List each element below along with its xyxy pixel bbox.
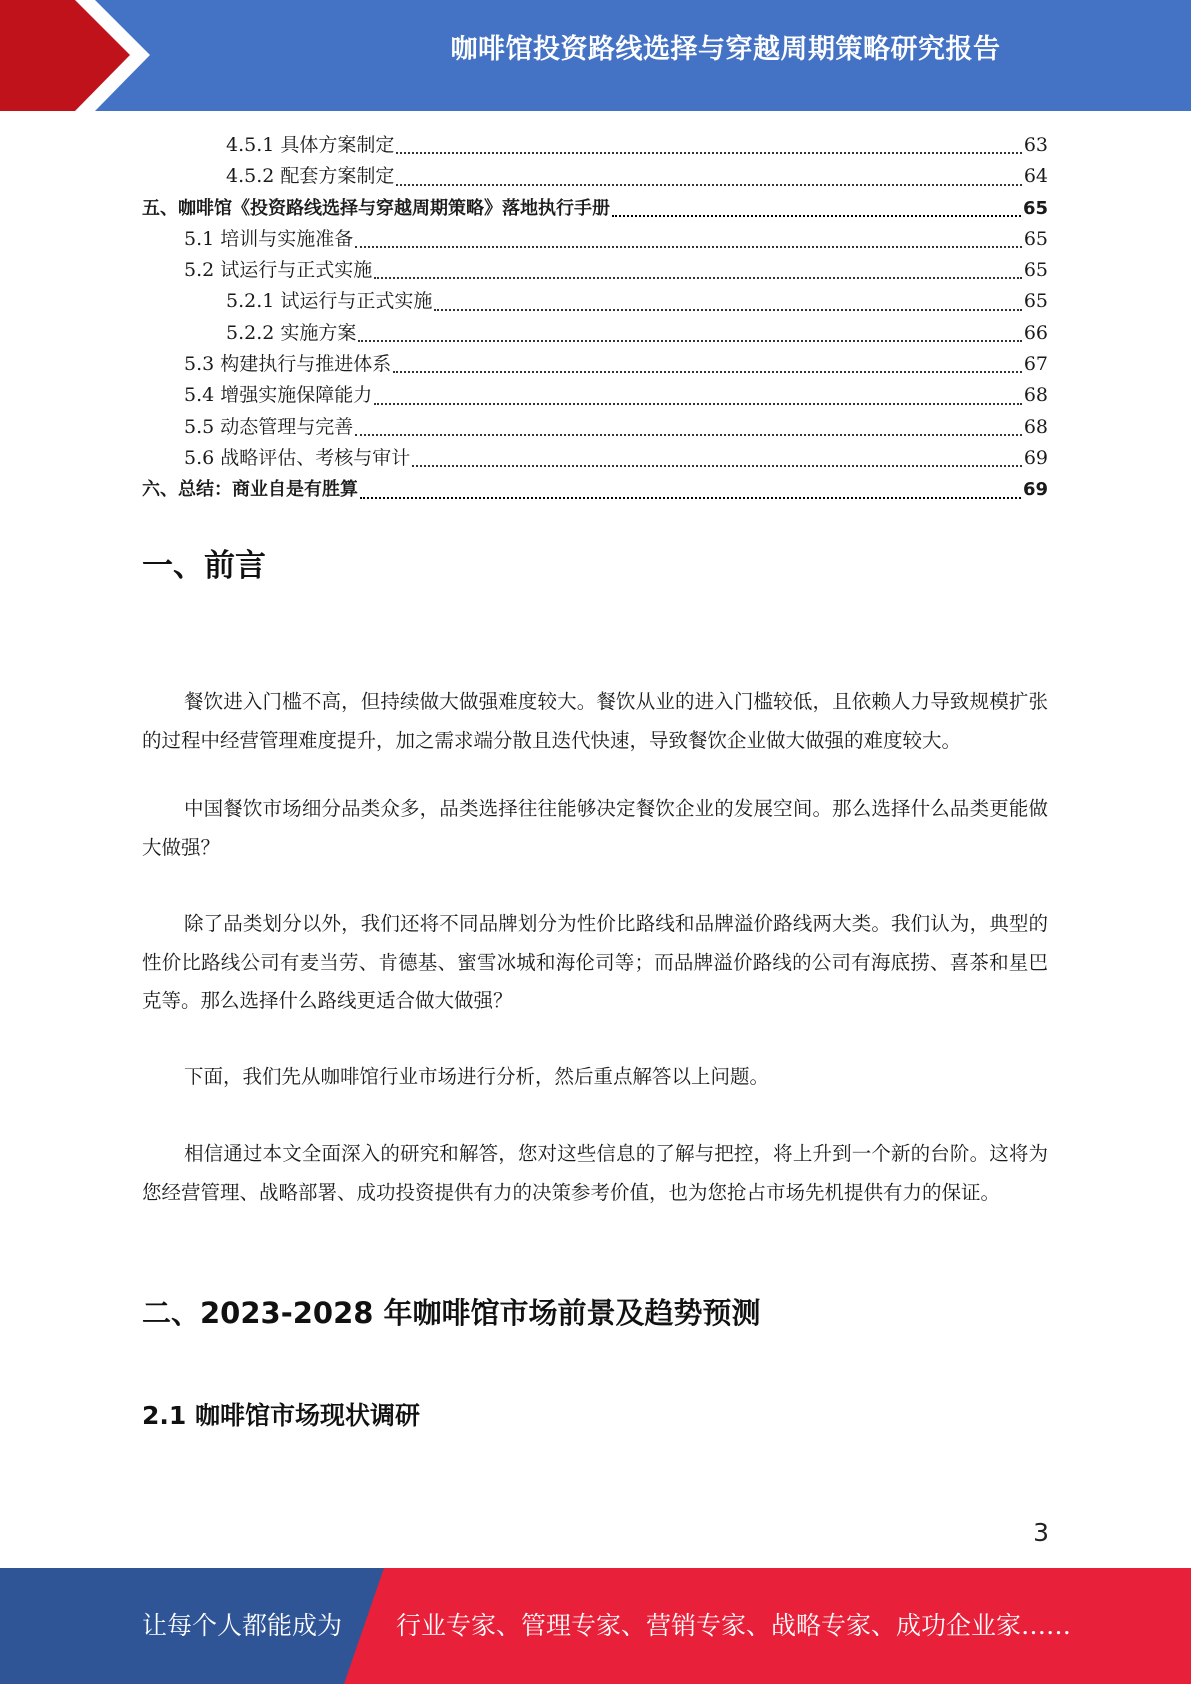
- toc-entry-page: 69: [1023, 446, 1048, 469]
- toc-dot-leader: [396, 152, 1021, 154]
- paragraph-3: 除了品类划分以外，我们还将不同品牌划分为性价比路线和品牌溢价路线两大类。我们认为，典型的性价比路线公司有麦当劳、肯德基、蜜雪冰城和海伦司等；而品牌溢价路线的公司有海底捞、喜茶和星巴克等。那么选择什么路线更适合做大做强？: [142, 912, 1048, 1012]
- page-number: 3: [1033, 1518, 1049, 1547]
- page-footer: [0, 1568, 1191, 1684]
- paragraph-1: 餐饮进入门槛不高，但持续做大做强难度较大。餐饮从业的进入门槛较低，且依赖人力导致规模扩张的过程中经营管理难度提升，加之需求端分散且迭代快速，导致餐饮企业做大做强的难度较大。: [142, 690, 1048, 752]
- toc-entry-page: 63: [1023, 134, 1048, 156]
- toc-entry[interactable]: [142, 161, 1048, 192]
- toc-dot-leader: [374, 277, 1022, 279]
- toc-entry-title: 5.3 构建执行与推进体系: [184, 353, 392, 376]
- toc-entry-page: 64: [1023, 165, 1048, 188]
- preface-heading: 一、前言: [142, 548, 266, 584]
- toc-entry-title: 5.2 试运行与正式实施: [184, 259, 373, 282]
- toc-entry-page: 65: [1023, 259, 1048, 282]
- toc-entry-title: 5.1 培训与实施准备: [184, 227, 354, 250]
- toc-entry-title: 5.5 动态管理与完善: [184, 415, 354, 438]
- toc-dot-leader: [434, 309, 1021, 311]
- toc-entry[interactable]: [142, 193, 1048, 224]
- toc-entry-title: 5.4 增强实施保障能力: [184, 384, 373, 407]
- toc-entry-title: 5.6 战略评估、考核与审计: [184, 446, 411, 469]
- toc-entry[interactable]: [142, 474, 1048, 505]
- toc-dot-leader: [355, 246, 1022, 248]
- toc-dot-leader: [374, 403, 1022, 405]
- paragraph-4: 下面，我们先从咖啡馆行业市场进行分析，然后重点解答以上问题。: [184, 1065, 770, 1088]
- paragraph-5: 相信通过本文全面深入的研究和解答，您对这些信息的了解与把控，将上升到一个新的台阶。这将为您经营管理、战略部署、成功投资提供有力的决策参考价值，也为您抢占市场先机提供有力的保证。: [142, 1142, 1048, 1204]
- table-of-contents: [142, 130, 1048, 506]
- market-status-heading: 2.1 咖啡馆市场现状调研: [142, 1401, 420, 1430]
- toc-entry-page: 65: [1022, 197, 1048, 219]
- header-title: 咖啡馆投资路线选择与穿越周期策略研究报告: [450, 34, 1001, 65]
- footer-slogan-left: 让每个人都能成为: [142, 1611, 343, 1640]
- toc-entry[interactable]: [142, 349, 1048, 380]
- toc-entry-page: 69: [1022, 479, 1048, 501]
- toc-entry[interactable]: [142, 412, 1048, 443]
- toc-dot-leader: [612, 215, 1021, 217]
- toc-entry-title: 4.5.1 具体方案制定: [226, 134, 395, 156]
- toc-entry-title: 5.2.1 试运行与正式实施: [226, 290, 433, 313]
- toc-dot-leader: [360, 497, 1021, 499]
- forecast-heading: 二、2023-2028 年咖啡馆市场前景及趋势预测: [142, 1296, 761, 1330]
- toc-entry[interactable]: [142, 443, 1048, 474]
- toc-entry-page: 66: [1023, 321, 1048, 344]
- toc-dot-leader: [393, 371, 1022, 373]
- toc-entry-page: 68: [1023, 415, 1048, 438]
- toc-entry-page: 68: [1023, 384, 1048, 407]
- toc-dot-leader: [358, 340, 1021, 342]
- page-header: [0, 0, 1191, 111]
- toc-dot-leader: [355, 434, 1022, 436]
- toc-entry[interactable]: [142, 255, 1048, 286]
- toc-dot-leader: [396, 184, 1021, 186]
- footer-slogan-right: 行业专家、管理专家、营销专家、战略专家、成功企业家……: [396, 1611, 1072, 1640]
- toc-entry[interactable]: [142, 318, 1048, 349]
- toc-entry-title: 六、总结：商业自是有胜算: [142, 479, 358, 501]
- paragraph-2: 中国餐饮市场细分品类众多，品类选择往往能够决定餐饮企业的发展空间。那么选择什么品类更能做大做强？: [142, 797, 1048, 859]
- toc-entry-title: 4.5.2 配套方案制定: [226, 165, 395, 188]
- toc-entry[interactable]: [142, 286, 1048, 317]
- toc-entry[interactable]: [142, 380, 1048, 411]
- toc-entry-title: 5.2.2 实施方案: [226, 321, 357, 344]
- toc-entry[interactable]: [142, 130, 1048, 161]
- toc-entry-page: 65: [1023, 290, 1048, 313]
- toc-entry-page: 65: [1023, 227, 1048, 250]
- toc-dot-leader: [412, 465, 1022, 467]
- toc-entry[interactable]: [142, 224, 1048, 255]
- toc-entry-page: 67: [1023, 353, 1048, 376]
- toc-entry-title: 五、咖啡馆《投资路线选择与穿越周期策略》落地执行手册: [142, 197, 610, 219]
